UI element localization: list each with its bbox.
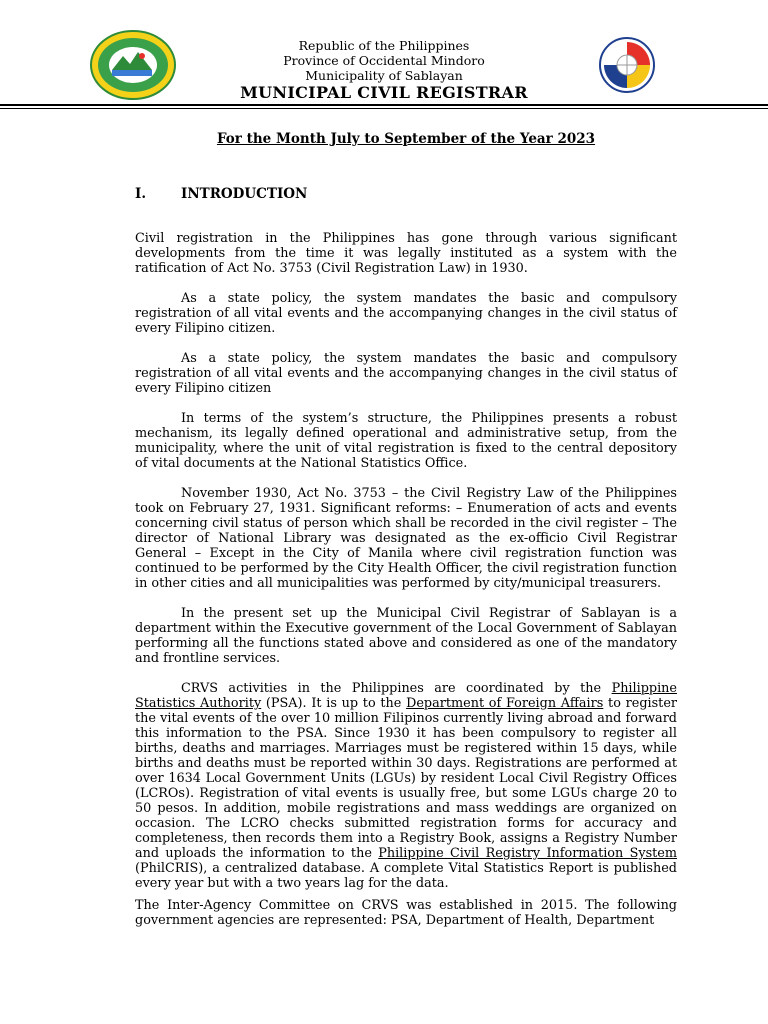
paragraph: As a state policy, the system mandates the basic and compulsory registration of all vital events and the accompanying changes in the civil status of every Filipino citizen xyxy=(135,351,677,396)
municipality-seal-icon xyxy=(90,30,176,100)
paragraph: In the present set up the Municipal Civil Registrar of Sablayan is a department within the Executive government of the Local Government of Sablayan performing all the functions stated above and considered as one of the mandatory and frontline services. xyxy=(135,606,677,666)
header-rule-thin xyxy=(0,108,768,109)
text-run: (PhilCRIS), a centralized database. A complete Vital Statistics Report is published every year but with a two years lag for the data. xyxy=(135,861,677,891)
psa-logo-icon xyxy=(582,36,672,94)
paragraph: November 1930, Act No. 3753 – the Civil Registry Law of the Philippines took on February 27, 1931. Significant reforms: – Enumeration of acts and events concerning civil status of person which shall be recorded in the civil register – The director of National Library was designated as the ex-officio Civil Registrar General – Except in the City of Manila where civil registration function was continued to be performed by the City Health Officer, the civil registration function in other cities and all municipalities was performed by city/municipal treasurers. xyxy=(135,486,677,591)
country-line: Republic of the Philippines xyxy=(298,38,470,53)
section-heading xyxy=(135,186,307,202)
report-period-title: For the Month July to September of the Year 2023 xyxy=(216,131,596,147)
municipality-line: Municipality of Sablayan xyxy=(305,68,463,83)
office-title: MUNICIPAL CIVIL REGISTRAR xyxy=(240,83,528,102)
province-line: Province of Occidental Mindoro xyxy=(283,53,485,68)
philcris-link[interactable]: Philippine Civil Registry Information System xyxy=(378,846,677,861)
paragraph-crvs xyxy=(135,681,677,891)
paragraph: In terms of the system’s structure, the Philippines presents a robust mechanism, its legally defined operational and administrative setup, from the municipality, where the unit of vital registration is fixed to the central depository of vital documents at the National Statistics Office. xyxy=(135,411,677,471)
header-rule-thick xyxy=(0,104,768,106)
letterhead-text xyxy=(220,38,548,102)
document-body xyxy=(135,231,677,943)
text-run: CRVS activities in the Philippines are coordinated by the xyxy=(181,681,612,696)
paragraph: As a state policy, the system mandates the basic and compulsory registration of all vital events and the accompanying changes in the civil status of every Filipino citizen. xyxy=(135,291,677,336)
section-number: I. xyxy=(135,186,147,202)
text-run: to register the vital events of the over 10 million Filipinos currently living abroad and forward this information to the PSA. Since 1930 it has been compulsory to register all births, deaths and marriages. Marriages must be registered within 15 days, while births and deaths must be reported within 30 days. Registrations are performed at over 1634 Local Government Units (LGUs) by resident Local Civil Registry Offices (LCROs). Registration of vital events is usually free, but some LGUs charge 20 to 50 pesos. In addition, mobile registrations and mass weddings are organized on occasion. The LCRO checks submitted registration forms for accuracy and completeness, then records them into a Registry Book, assigns a Registry Number and uploads the information to the xyxy=(135,696,678,861)
paragraph: The Inter-Agency Committee on CRVS was established in 2015. The following government agencies are represented: PSA, Department of Health, Department xyxy=(135,898,677,928)
psa-link[interactable]: Philippine Statistics Authority xyxy=(135,681,677,711)
letterhead xyxy=(0,0,768,110)
section-title: INTRODUCTION xyxy=(181,186,308,202)
text-run: (PSA). It is up to the xyxy=(261,696,407,711)
paragraph: Civil registration in the Philippines has gone through various significant developments from the time it was legally instituted as a system with the ratification of Act No. 3753 (Civil Registration Law) in 1930. xyxy=(135,231,677,276)
dfa-link[interactable]: Department of Foreign Affairs xyxy=(406,696,604,711)
